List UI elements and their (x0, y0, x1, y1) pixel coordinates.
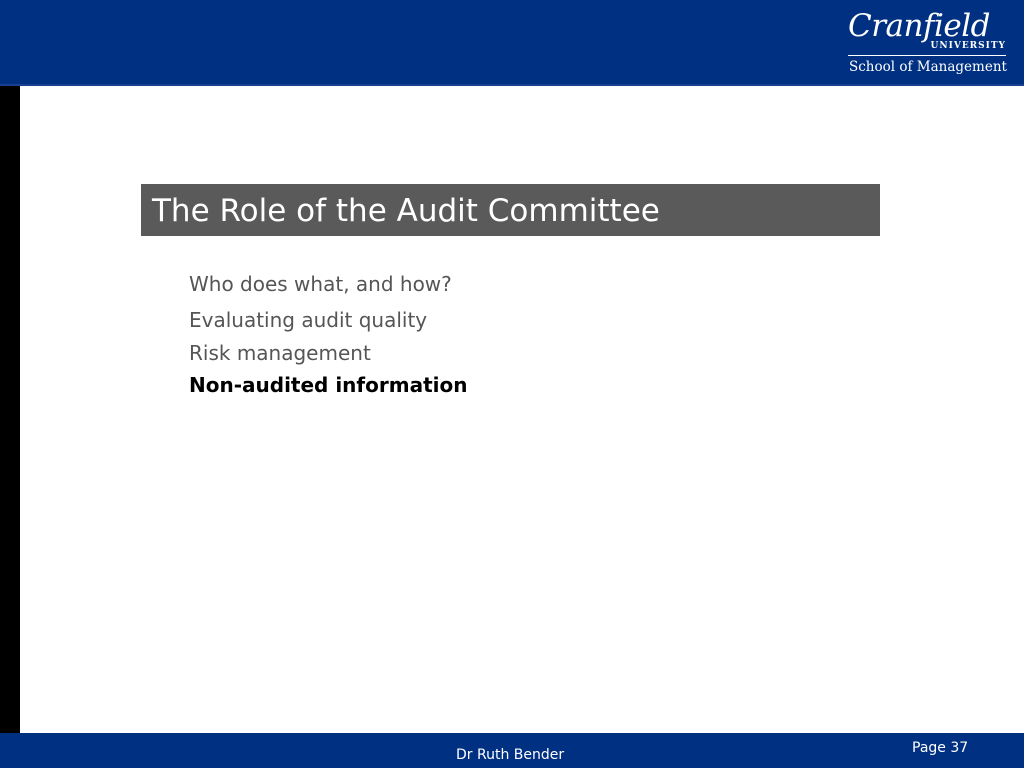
bullet-item: Who does what, and how? (189, 272, 452, 296)
title-banner (141, 184, 880, 236)
footer-author: Dr Ruth Bender (456, 747, 565, 763)
page-number: Page 37 (912, 740, 969, 756)
logo-divider (848, 55, 1006, 56)
footer-bar (0, 733, 1024, 768)
logo-school: School of Management (849, 59, 1007, 75)
cranfield-logo (830, 0, 1024, 85)
bullet-item-current: Non-audited information (189, 373, 468, 397)
header-bar (0, 0, 1024, 85)
logo-wordmark: Cranfield (848, 8, 990, 44)
slide-title: The Role of the Audit Committee (152, 193, 660, 229)
bullet-item: Risk management (189, 341, 371, 365)
header-divider (0, 84, 1024, 86)
bullet-item: Evaluating audit quality (189, 308, 428, 332)
logo-subtitle: UNIVERSITY (930, 41, 1006, 51)
left-accent-bar (0, 86, 20, 733)
